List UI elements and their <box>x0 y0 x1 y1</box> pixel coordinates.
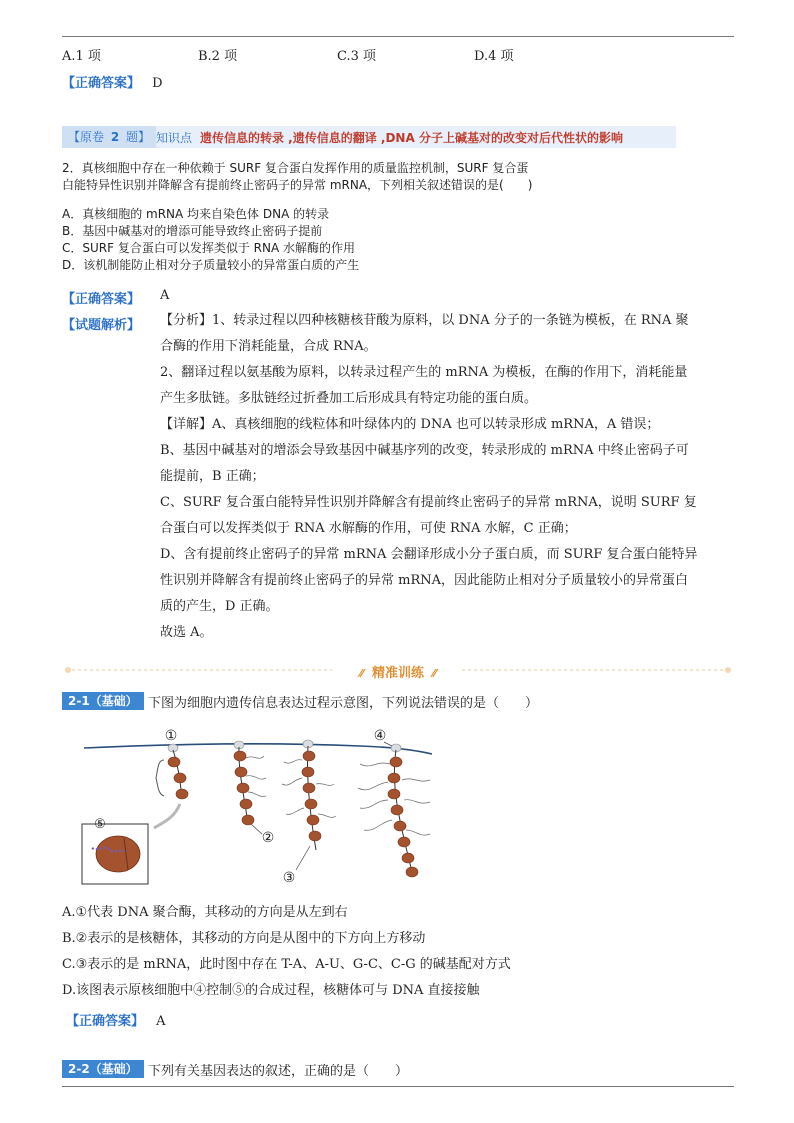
answer-label: 【正确答案】 <box>62 292 141 307</box>
figure-label-4: ④ <box>373 728 387 744</box>
bracket <box>156 760 164 796</box>
bottom-rule <box>62 1086 734 1087</box>
answer-value: A <box>156 1014 166 1029</box>
analysis-line: 能提前，B 正确； <box>160 469 265 484</box>
question-tag-2-1: 2-1（基础） <box>62 692 144 710</box>
question-2-1-text: 下图为细胞内遗传信息表达过程示意图，下列说法错误的是（ ） <box>148 696 539 711</box>
option-b[interactable]: B.2 项 <box>198 49 238 64</box>
answer-row-1 <box>62 72 163 91</box>
choice-a[interactable]: A.①代表 DNA 聚合酶，其移动的方向是从左到右 <box>62 905 348 920</box>
source-tag-prefix: 【原卷 <box>68 130 105 144</box>
question-tag-2-2: 2-2（基础） <box>62 1060 144 1078</box>
analysis-line: 故选 A。 <box>160 625 213 640</box>
question-option-b[interactable]: B．基因中碱基对的增添可能导致终止密码子提前 <box>62 224 323 238</box>
analysis-line: 合酶的作用下消耗能量，合成 RNA。 <box>160 339 377 354</box>
analysis-line: 产生多肽链。多肽链经过折叠加工后形成具有特定功能的蛋白质。 <box>160 391 538 406</box>
answer-row-3 <box>66 1010 166 1029</box>
figure-label-2: ② <box>261 830 275 846</box>
training-divider <box>62 660 734 680</box>
analysis-line: 合蛋白可以发挥类似于 RNA 水解酶的作用，可使 RNA 水解，C 正确； <box>160 521 577 536</box>
ribosome-group-1 <box>168 757 188 799</box>
source-tag <box>62 126 156 148</box>
choice-b[interactable]: B.②表示的是核糖体，其移动的方向是从图中的下方向上方移动 <box>62 931 426 946</box>
analysis-line: C、SURF 复合蛋白能特异性识别并降解含有提前终止密码子的异常 mRNA，说明 SURF 复 <box>160 495 697 510</box>
answer-row-2 <box>62 288 140 307</box>
option-d[interactable]: D.4 项 <box>474 49 514 64</box>
analysis-line: 2、翻译过程以氨基酸为原料，以转录过程产生的 mRNA 为模板，在酶的作用下，消耗能量 <box>160 365 688 380</box>
training-title-text: 精准训练 <box>371 666 424 681</box>
source-tag-number: 2 <box>110 130 120 144</box>
knowledge-point-label: 知识点 <box>156 131 193 145</box>
answer-label: 【正确答案】 <box>62 76 141 91</box>
analysis-label: 【试题解析】 <box>62 318 141 333</box>
question-line-2: 白能特异性识别并降解含有提前终止密码子的异常 mRNA，下列相关叙述错误的是( ) <box>62 178 533 192</box>
top-rule <box>62 36 734 37</box>
ribosome-large <box>96 836 140 872</box>
choice-d[interactable]: D.该图表示原核细胞中④控制⑤的合成过程，核糖体可与 DNA 直接接触 <box>62 983 480 998</box>
ribosome-group-4 <box>388 757 418 877</box>
analysis-line: 【详解】A、真核细胞的线粒体和叶绿体内的 DNA 也可以转录形成 mRNA，A 错误； <box>160 417 660 432</box>
analysis-text <box>160 308 730 646</box>
question-option-c[interactable]: C．SURF 复合蛋白可以发挥类似于 RNA 水解酶的作用 <box>62 241 355 255</box>
question-option-a[interactable]: A．真核细胞的 mRNA 均来自染色体 DNA 的转录 <box>62 207 330 221</box>
training-title: ⁄⁄ 精准训练 ⁄⁄ <box>359 666 437 681</box>
ribosome-group-3 <box>302 751 321 841</box>
arrow <box>154 804 180 828</box>
gene-expression-figure <box>70 720 450 890</box>
question-2-2-text: 下列有关基因表达的叙述，正确的是（ ） <box>148 1064 409 1079</box>
question-line-1: 2．真核细胞中存在一种依赖于 SURF 复合蛋白发挥作用的质量监控机制，SURF 复合蛋 <box>62 161 529 175</box>
knowledge-point-text: 遗传信息的转录 ,遗传信息的翻译 ,DNA 分子上碱基对的改变对后代性状的影响 <box>200 131 623 145</box>
option-a[interactable]: A.1 项 <box>62 49 101 64</box>
choice-c[interactable]: C.③表示的是 mRNA，此时图中存在 T-A、A-U、G-C、C-G 的碱基配对方式 <box>62 957 511 972</box>
analysis-line: B、基因中碱基对的增添会导致基因中碱基序列的改变，转录形成的 mRNA 中终止密码子可 <box>160 443 689 458</box>
analysis-line: D、含有提前终止密码子的异常 mRNA 会翻译形成小分子蛋白质，而 SURF 复合蛋白能特异 <box>160 547 698 562</box>
figure-label-1: ① <box>164 728 178 744</box>
figure-label-3: ③ <box>282 870 296 886</box>
analysis-line: 质的产生，D 正确。 <box>160 599 279 614</box>
answer-value: A <box>160 288 170 303</box>
ribosome-group-2 <box>234 751 254 825</box>
option-c[interactable]: C.3 项 <box>337 49 377 64</box>
analysis-line: 【分析】1、转录过程以四种核糖核苷酸为原料，以 DNA 分子的一条链为模板，在 RNA 聚 <box>160 313 689 328</box>
question-option-d[interactable]: D．该机制能防止相对分子质量较小的异常蛋白质的产生 <box>62 258 360 272</box>
figure-label-5: ⑤ <box>94 817 106 832</box>
analysis-line: 性识别并降解含有提前终止密码子的异常 mRNA，因此能防止相对分子质量较小的异常蛋白 <box>160 573 689 588</box>
dna-strand <box>84 744 432 754</box>
answer-label: 【正确答案】 <box>66 1014 145 1029</box>
source-tag-suffix: 题】 <box>126 130 151 144</box>
answer-value: D <box>152 76 163 91</box>
